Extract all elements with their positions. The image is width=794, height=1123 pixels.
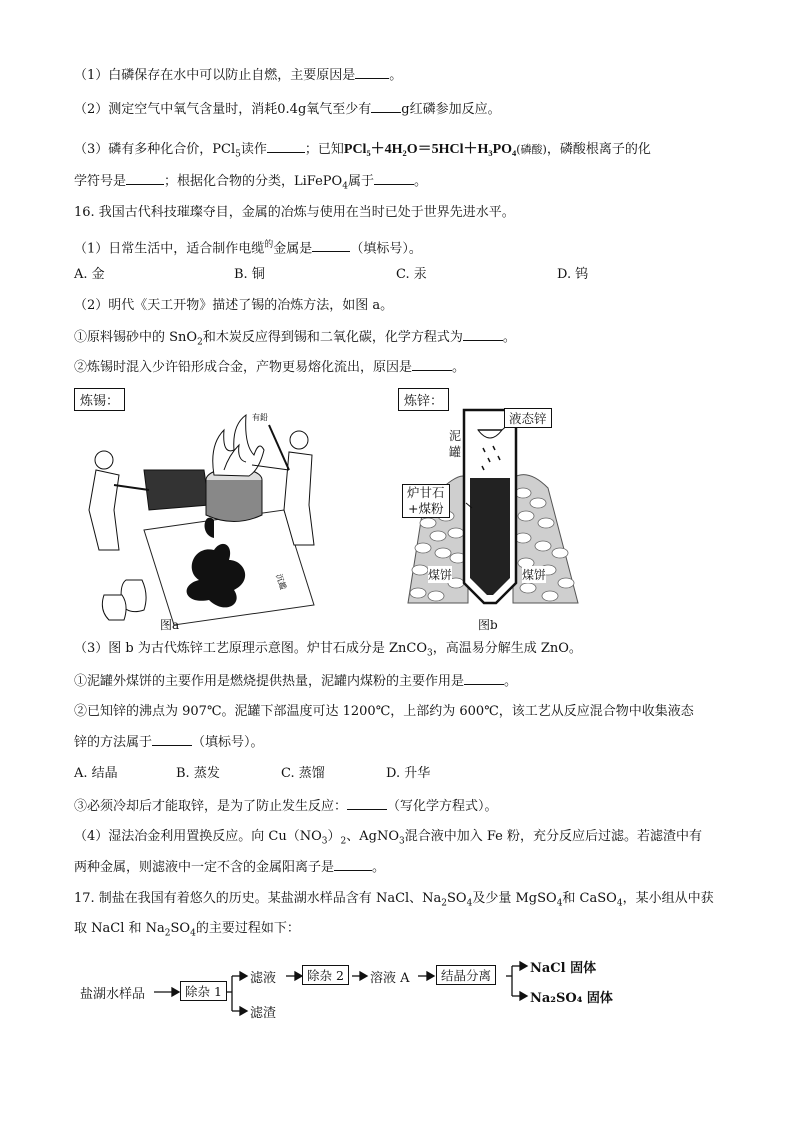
q16-part4-cont: 两种金属，则滤液中一定不含的金属阳离子是 。 [74, 860, 386, 875]
q16-part3: （3）图 b 为古代炼锌工艺原理示意图。炉甘石成分是 ZnCO$_3$，高温易分解生成 ZnO。 [74, 641, 582, 659]
option-b[interactable]: B. 铜 [234, 267, 265, 282]
answer-blank[interactable] [126, 172, 164, 185]
answer-blank[interactable] [371, 100, 401, 113]
flow-start: 盐湖水样品 [80, 987, 146, 1002]
liquid-zinc-label: 液态锌 [504, 408, 552, 428]
option-d[interactable]: D. 升华 [386, 766, 431, 781]
q17-intro: 17. 制盐在我国有着悠久的历史。某盐湖水样品含有 NaCl、$Na_2SO_4$及少量 MgSO$_4$和 CaSO$_4$，某小组从中获 [74, 891, 714, 909]
q16-title: 16. 我国古代科技璀璨夺目，金属的冶炼与使用在当时已处于世界先进水平。 [74, 205, 515, 220]
q16-part3-3: ③必须冷却后才能取锌，是为了防止发生反应： （写化学方程式）。 [74, 799, 498, 814]
q17-intro-cont: 取 NaCl 和 $Na_2SO_4$的主要过程如下： [74, 921, 300, 939]
coal-cake-left-label: 煤饼 [428, 568, 453, 582]
flow-step3: 结晶分离 [436, 965, 496, 985]
q15-part3: （3）磷有多种化合价，PCl$_5$读作 ；已知PCl₅＋4H₂O＝5HCl＋H₃PO₄(磷酸)，磷酸根离子的化 [74, 142, 651, 160]
clay-pot-label: 泥罐 [449, 429, 462, 459]
chemical-equation: PCl₅＋4H₂O＝5HCl＋H₃PO₄ [343, 142, 517, 157]
option-b[interactable]: B. 蒸发 [176, 766, 220, 781]
figure-b-caption: 图b [478, 618, 498, 632]
q16-part3-2-cont: 锌的方法属于 （填标号）。 [74, 735, 264, 750]
flow-step2: 除杂 2 [302, 965, 349, 985]
flow-step1: 除杂 1 [180, 981, 227, 1001]
figure-b-zinc-smelting [398, 388, 598, 634]
q15-part3-cont: 学符号是 ；根据化合物的分类，LiFePO$_4$属于 。 [74, 174, 427, 192]
flow-solution-a: 溶液 A [370, 971, 410, 986]
answer-blank[interactable] [334, 858, 372, 871]
stamp-text: 沉鑑 [274, 572, 288, 591]
q16-part2-2: ②炼锡时混入少许铅形成合金，产物更易熔化流出，原因是 。 [74, 360, 466, 375]
q16-part1: （1）日常生活中，适合制作电缆$^的$金属是 （填标号）。 [74, 240, 422, 257]
q16-part3-2: ②已知锌的沸点为 907℃。泥罐下部温度可达 1200℃，上部约为 600℃，该工艺从反应混合物中收集液态 [74, 704, 694, 719]
answer-blank[interactable] [152, 733, 192, 746]
answer-blank[interactable] [312, 239, 350, 252]
q15-part2: （2）测定空气中氧气含量时，消耗0.4g氧气至少有 g红磷参加反应。 [74, 102, 501, 117]
q16-part4: （4）湿法冶金利用置换反应。向 $Cu(NO_3)_2$、AgNO$_3$混合液中加入 Fe 粉，充分反应后过滤。若滤渣中有 [74, 829, 703, 847]
answer-blank[interactable] [347, 797, 387, 810]
answer-blank[interactable] [374, 172, 414, 185]
figure-a-caption: 图a [160, 618, 180, 632]
ore-coal-label: 炉甘石 +煤粉 [402, 484, 450, 518]
answer-blank[interactable] [267, 140, 305, 153]
answer-blank[interactable] [412, 358, 452, 371]
figure-a-label: 炼锡： [74, 388, 125, 411]
flow-output-na2so4: Na₂SO₄ 固体 [530, 991, 613, 1006]
option-c[interactable]: C. 汞 [396, 267, 427, 282]
option-a[interactable]: A. 金 [74, 267, 105, 282]
answer-blank[interactable] [464, 672, 504, 685]
figure-b-label: 炼锌： [398, 388, 449, 411]
flow-residue: 滤渣 [250, 1006, 277, 1021]
answer-blank[interactable] [463, 328, 503, 341]
q16-part2-1: ①原料锡砂中的 SnO$_2$和木炭反应得到锡和二氧化碳，化学方程式为 。 [74, 330, 516, 348]
flow-output-nacl: NaCl 固体 [530, 961, 597, 976]
process-flow-diagram [80, 955, 640, 1027]
option-c[interactable]: C. 蒸馏 [281, 766, 325, 781]
figure-a-tin-smelting [74, 388, 364, 634]
q16-part2: （2）明代《天工开物》描述了锡的冶炼方法，如图 a。 [74, 298, 394, 313]
q16-part3-1: ①泥罐外煤饼的主要作用是燃烧提供热量，泥罐内煤粉的主要作用是 。 [74, 674, 518, 689]
stamp-text: 有鉛 [252, 413, 268, 422]
option-a[interactable]: A. 结晶 [74, 766, 118, 781]
option-d[interactable]: D. 钨 [557, 267, 589, 282]
q15-part1: （1）白磷保存在水中可以防止自燃，主要原因是 。 [74, 68, 403, 83]
tin-smelting-illustration [74, 410, 364, 630]
answer-blank[interactable] [355, 66, 389, 79]
coal-cake-right-label: 煤饼 [522, 568, 547, 582]
flow-filtrate: 滤液 [250, 971, 277, 986]
